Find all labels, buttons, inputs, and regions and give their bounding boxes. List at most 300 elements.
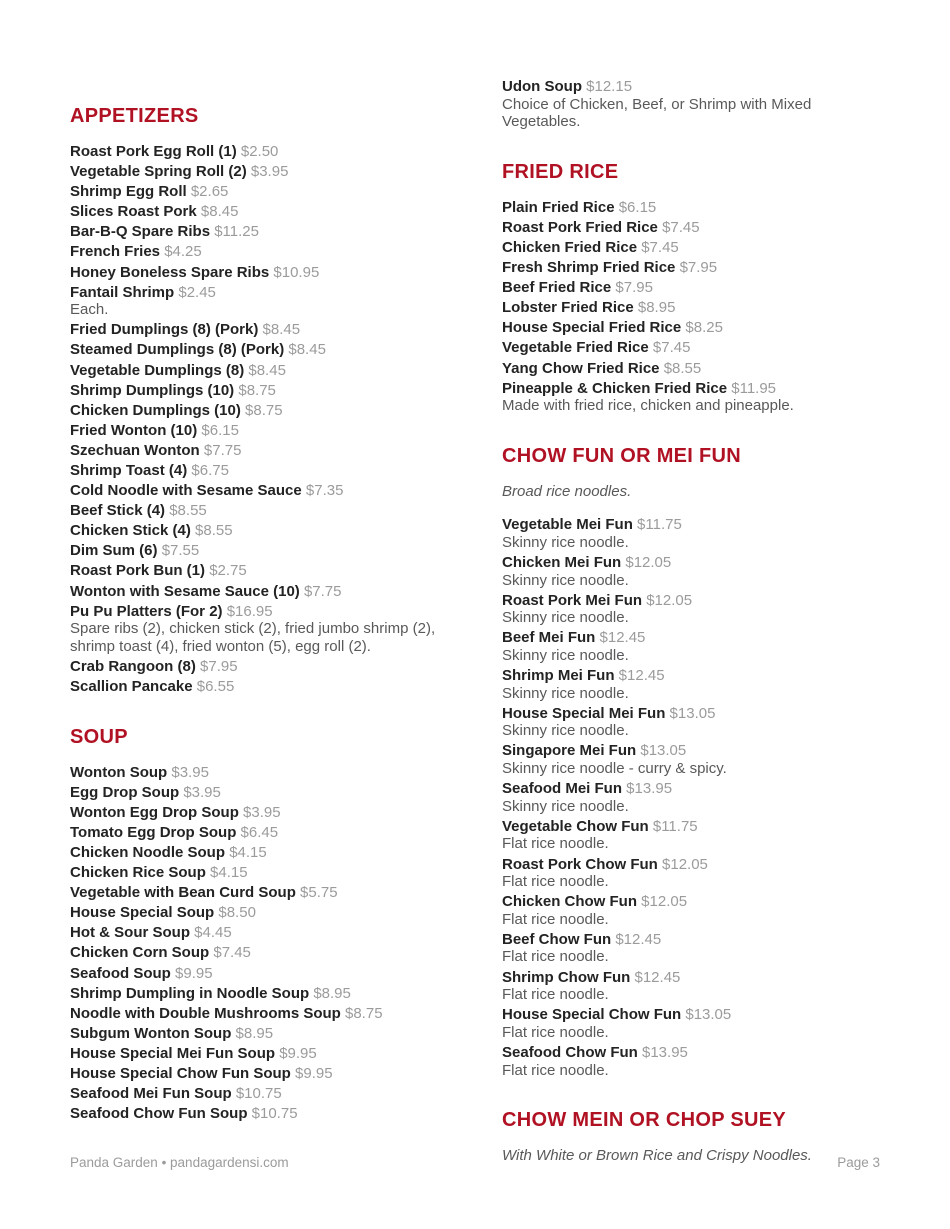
menu-item-line [70, 462, 482, 480]
item-description: Flat rice noodle. [502, 873, 609, 891]
menu-item-line [70, 522, 482, 540]
menu-item [502, 339, 880, 357]
menu-item-line [70, 678, 482, 696]
footer-site-text: Panda Garden • pandagardensi.com [70, 1155, 289, 1170]
item-description: Skinny rice noodle. [502, 646, 629, 664]
menu-item-line [502, 818, 880, 836]
item-price: $6.15 [201, 421, 239, 439]
item-name: Chicken Chow Fun [502, 893, 637, 911]
menu-item [70, 243, 482, 261]
item-name: Vegetable Spring Roll (2) [70, 163, 247, 181]
item-name: Vegetable with Bean Curd Soup [70, 884, 296, 902]
menu-item-line [502, 380, 880, 398]
menu-item [502, 199, 880, 217]
menu-item [502, 818, 880, 853]
menu-item-line [70, 264, 482, 282]
item-price: $12.45 [599, 629, 646, 647]
item-price: $8.75 [345, 1004, 383, 1022]
menu-section [502, 161, 880, 415]
section-note: Broad rice noodles. [502, 482, 632, 500]
item-name: Singapore Mei Fun [502, 742, 637, 760]
item-price: $11.95 [731, 379, 777, 397]
menu-column-right [502, 78, 880, 1181]
item-price: $9.95 [279, 1044, 317, 1062]
item-price: $12.05 [641, 893, 688, 911]
item-name: Noodle with Double Mushrooms Soup [70, 1004, 341, 1022]
item-name: Fried Wonton (10) [70, 421, 198, 439]
menu-section [70, 105, 482, 696]
item-name: Roast Pork Bun (1) [70, 562, 206, 580]
item-name: Chicken Noodle Soup [70, 844, 226, 861]
menu-item-line [70, 362, 482, 380]
menu-item [70, 678, 482, 696]
menu-item-line [70, 804, 482, 822]
item-description: Skinny rice noodle - curry & spicy. [502, 760, 727, 778]
item-description: Spare ribs (2), chicken stick (2), fried jumbo shrimp (2), shrimp toast (4), fried wonton (5), egg roll (2). [70, 620, 436, 655]
item-name: Shrimp Egg Roll [70, 183, 187, 201]
menu-item-line [70, 924, 482, 942]
menu-item [70, 163, 482, 181]
item-name: House Special Fried Rice [502, 319, 682, 337]
menu-item [502, 667, 880, 702]
item-price: $7.75 [203, 441, 242, 459]
item-price: $6.15 [618, 198, 657, 216]
item-price: $7.45 [652, 339, 691, 357]
menu-item-line [502, 742, 880, 760]
item-name: Tomato Egg Drop Soup [70, 823, 237, 841]
item-description: Skinny rice noodle. [502, 722, 629, 740]
menu-section [70, 726, 482, 1123]
item-price: $7.45 [662, 218, 700, 236]
item-name: Chicken Fried Rice [502, 238, 638, 256]
menu-item [70, 658, 482, 676]
item-name: Fantail Shrimp [70, 283, 175, 301]
item-name: Wonton Soup [70, 763, 168, 781]
item-name: Slices Roast Pork [70, 203, 197, 221]
menu-item [70, 402, 482, 420]
menu-item-line [502, 360, 880, 378]
item-name: Seafood Soup [70, 964, 171, 982]
item-description: Flat rice noodle. [502, 948, 609, 966]
menu-item-line [70, 864, 482, 882]
item-name: Chicken Stick (4) [70, 522, 191, 540]
item-price: $12.45 [618, 667, 665, 685]
item-name: Roast Pork Mei Fun [502, 591, 643, 609]
menu-item-line [70, 1065, 482, 1083]
item-description: Skinny rice noodle. [502, 609, 629, 627]
menu-item-line [70, 562, 482, 580]
item-description: Flat rice noodle. [502, 910, 609, 928]
item-price: $5.75 [300, 884, 338, 902]
item-name: Seafood Chow Fun [502, 1043, 638, 1061]
item-name: Bar-B-Q Spare Ribs [70, 223, 211, 241]
menu-item-line [70, 321, 482, 339]
item-description: Made with fried rice, chicken and pineapple. [502, 397, 794, 415]
menu-item [70, 804, 482, 822]
item-name: Beef Stick (4) [70, 502, 166, 520]
item-price: $8.45 [288, 341, 326, 359]
item-price: $8.95 [637, 299, 676, 317]
menu-item [70, 284, 482, 319]
menu-item [502, 259, 880, 277]
menu-item [70, 864, 482, 882]
menu-item [502, 380, 880, 415]
menu-item-line [502, 279, 880, 297]
item-price: $9.95 [295, 1065, 333, 1083]
item-price: $12.05 [625, 554, 672, 571]
menu-item-line [70, 442, 482, 460]
item-price: $8.45 [248, 361, 286, 379]
item-price: $4.45 [194, 924, 232, 942]
item-price: $7.45 [213, 944, 251, 962]
menu-item [70, 764, 482, 782]
menu-item [502, 629, 880, 664]
menu-item-line [502, 1006, 880, 1024]
menu-item [70, 824, 482, 842]
item-price: $7.55 [161, 542, 200, 560]
menu-item-line [502, 592, 880, 610]
menu-item [502, 516, 880, 551]
menu-item [70, 562, 482, 580]
item-price: $2.50 [240, 143, 279, 160]
menu-item [70, 462, 482, 480]
menu-item [70, 924, 482, 942]
menu-item-line [502, 259, 880, 277]
menu-item [502, 592, 880, 627]
item-description: Skinny rice noodle. [502, 571, 629, 589]
section-note: With White or Brown Rice and Crispy Noodles. [502, 1147, 812, 1165]
item-description: Skinny rice noodle. [502, 797, 629, 815]
item-name: Chicken Dumplings (10) [70, 401, 241, 419]
menu-item-line [502, 78, 880, 96]
page-footer [70, 1155, 880, 1170]
menu-item-line [502, 893, 880, 911]
item-price: $8.95 [313, 984, 351, 1002]
item-name: Chicken Mei Fun [502, 554, 622, 571]
item-name: Crab Rangoon (8) [70, 657, 196, 675]
menu-item [502, 780, 880, 815]
menu-item-line [502, 667, 880, 685]
menu-item [70, 542, 482, 560]
item-name: Seafood Mei Fun [502, 780, 622, 798]
item-price: $13.05 [640, 742, 687, 760]
menu-item-line [70, 1105, 482, 1123]
item-price: $2.75 [209, 562, 247, 580]
item-price: $12.15 [586, 78, 633, 95]
menu-item [70, 884, 482, 902]
menu-item-line [70, 583, 482, 601]
menu-item [502, 219, 880, 237]
item-name: Udon Soup [502, 78, 582, 95]
section-heading: FRIED RICE [502, 160, 619, 183]
item-name: Pu Pu Platters (For 2) [70, 602, 223, 620]
menu-item [502, 319, 880, 337]
menu-item [70, 583, 482, 601]
menu-item-line [70, 203, 482, 221]
menu-item-line [70, 1085, 482, 1103]
item-description: Skinny rice noodle. [502, 684, 629, 702]
menu-item-line [502, 856, 880, 874]
item-description: Flat rice noodle. [502, 986, 609, 1004]
section-heading: CHOW MEIN OR CHOP SUEY [502, 1109, 787, 1132]
item-price: $4.15 [210, 864, 248, 882]
item-name: Fresh Shrimp Fried Rice [502, 259, 676, 277]
item-price: $13.05 [685, 1006, 732, 1024]
menu-item [70, 502, 482, 520]
item-description: Flat rice noodle. [502, 835, 609, 853]
menu-item-line [70, 985, 482, 1003]
menu-item [70, 1085, 482, 1103]
menu-item [70, 362, 482, 380]
menu-section [502, 445, 880, 1079]
item-price: $8.95 [235, 1024, 274, 1042]
item-name: Cold Noodle with Sesame Sauce [70, 482, 302, 500]
item-name: Roast Pork Chow Fun [502, 855, 658, 873]
menu-item [502, 360, 880, 378]
menu-item-line [70, 658, 482, 676]
item-name: Egg Drop Soup [70, 783, 180, 801]
item-price: $12.45 [634, 968, 681, 986]
item-price: $11.75 [652, 817, 698, 835]
menu-item [502, 856, 880, 891]
menu-item-line [502, 339, 880, 357]
item-name: Roast Pork Fried Rice [502, 218, 658, 236]
item-price: $8.50 [218, 904, 256, 922]
item-name: Shrimp Mei Fun [502, 667, 615, 685]
item-price: $3.95 [243, 803, 281, 821]
menu-item [502, 1044, 880, 1079]
menu-item-line [70, 844, 482, 862]
menu-item-line [502, 299, 880, 317]
item-price: $8.55 [663, 359, 702, 377]
item-price: $13.05 [669, 704, 716, 722]
item-price: $13.95 [626, 780, 673, 798]
menu-item [502, 742, 880, 777]
menu-item [70, 321, 482, 339]
menu-item-line [502, 629, 880, 647]
item-name: Shrimp Dumplings (10) [70, 381, 235, 399]
menu-item [70, 1005, 482, 1023]
item-price: $13.95 [642, 1043, 688, 1061]
menu-item [70, 784, 482, 802]
menu-item [502, 893, 880, 928]
item-price: $7.75 [303, 582, 342, 600]
item-name: Pineapple & Chicken Fried Rice [502, 379, 728, 397]
item-name: Shrimp Dumpling in Noodle Soup [70, 984, 310, 1002]
menu-item-line [502, 516, 880, 534]
item-price: $8.75 [238, 381, 276, 399]
menu-item-line [70, 402, 482, 420]
item-price: $3.95 [183, 783, 221, 801]
item-price: $10.95 [273, 263, 320, 281]
menu-item-line [70, 764, 482, 782]
menu-item-line [70, 965, 482, 983]
item-price: $8.55 [195, 522, 233, 540]
item-description: Flat rice noodle. [502, 1023, 609, 1041]
menu-item-line [70, 784, 482, 802]
item-description: Choice of Chicken, Beef, or Shrimp with Mixed Vegetables. [502, 95, 812, 131]
item-price: $2.45 [178, 283, 216, 301]
menu-item [70, 223, 482, 241]
item-price: $11.75 [637, 516, 682, 534]
item-name: Seafood Chow Fun Soup [70, 1105, 248, 1123]
menu-item [70, 264, 482, 282]
menu-item [70, 442, 482, 460]
item-name: House Special Mei Fun [502, 704, 666, 722]
item-name: Vegetable Fried Rice [502, 339, 649, 357]
item-price: $8.45 [262, 321, 301, 339]
item-name: Shrimp Toast (4) [70, 462, 188, 479]
item-name: Szechuan Wonton [70, 441, 200, 459]
item-price: $10.75 [235, 1085, 282, 1103]
item-name: Chicken Corn Soup [70, 944, 210, 962]
menu-item [502, 554, 880, 589]
menu-item [502, 299, 880, 317]
section-heading: APPETIZERS [70, 105, 199, 127]
menu-item [70, 844, 482, 862]
menu-item [70, 1045, 482, 1063]
menu-item-line [70, 603, 482, 621]
item-name: Subgum Wonton Soup [70, 1024, 232, 1042]
section-heading: CHOW FUN OR MEI FUN [502, 444, 742, 467]
item-price: $8.55 [169, 502, 207, 520]
item-price: $3.95 [171, 763, 209, 781]
item-price: $7.95 [200, 657, 238, 675]
menu-item-line [502, 705, 880, 723]
item-name: Scallion Pancake [70, 678, 193, 696]
menu-item-line [502, 931, 880, 949]
menu-item-line [70, 502, 482, 520]
menu-item [70, 482, 482, 500]
menu-item [70, 985, 482, 1003]
item-name: Beef Mei Fun [502, 629, 596, 647]
menu-item [70, 1105, 482, 1123]
item-name: Vegetable Chow Fun [502, 817, 649, 835]
menu-item-line [70, 284, 482, 302]
item-price: $3.95 [250, 163, 289, 181]
menu-item-line [70, 482, 482, 500]
item-price: $7.95 [679, 259, 718, 277]
item-name: Plain Fried Rice [502, 198, 615, 216]
menu-item-line [70, 163, 482, 181]
menu-item-line [70, 944, 482, 962]
menu-section [502, 78, 880, 131]
item-price: $7.45 [641, 238, 679, 256]
item-name: Vegetable Dumplings (8) [70, 361, 245, 379]
menu-item [502, 931, 880, 966]
item-price: $6.55 [196, 678, 235, 696]
item-price: $10.75 [251, 1105, 298, 1123]
item-price: $16.95 [226, 602, 273, 620]
item-description: Skinny rice noodle. [502, 533, 629, 551]
menu-item [70, 203, 482, 221]
menu-item-line [502, 780, 880, 798]
menu-item-line [502, 239, 880, 257]
item-price: $7.95 [615, 279, 653, 297]
item-price: $7.35 [305, 482, 344, 500]
item-price: $12.05 [646, 591, 693, 609]
item-name: Shrimp Chow Fun [502, 968, 631, 986]
item-name: Dim Sum (6) [70, 542, 158, 560]
item-description: Flat rice noodle. [502, 1061, 609, 1079]
menu-item-line [70, 1025, 482, 1043]
item-price: $12.05 [662, 855, 708, 873]
menu-item-line [70, 382, 482, 400]
menu-item-line [502, 199, 880, 217]
item-name: Hot & Sour Soup [70, 924, 190, 942]
item-name: French Fries [70, 243, 161, 261]
item-price: $9.95 [175, 964, 213, 982]
menu-item-line [70, 1045, 482, 1063]
item-name: House Special Chow Fun Soup [70, 1065, 291, 1083]
menu-item [502, 705, 880, 740]
menu-item-line [502, 219, 880, 237]
menu-item-line [70, 243, 482, 261]
item-name: Yang Chow Fried Rice [502, 359, 660, 377]
item-name: Lobster Fried Rice [502, 299, 634, 317]
item-price: $6.75 [191, 462, 229, 479]
menu-item-line [70, 884, 482, 902]
item-name: House Special Mei Fun Soup [70, 1044, 276, 1062]
item-price: $8.25 [685, 319, 723, 337]
item-price: $6.45 [240, 823, 279, 841]
item-name: Wonton with Sesame Sauce (10) [70, 582, 300, 600]
menu-item-line [502, 554, 880, 572]
item-price: $4.15 [229, 844, 267, 861]
menu-item-line [70, 143, 482, 161]
menu-item [70, 183, 482, 201]
menu-item [502, 279, 880, 297]
menu-item [70, 143, 482, 161]
menu-item [502, 969, 880, 1004]
menu-item [70, 1065, 482, 1083]
menu-item-line [70, 1005, 482, 1023]
item-price: $2.65 [190, 183, 229, 201]
menu-item-line [502, 1044, 880, 1062]
item-name: Beef Chow Fun [502, 930, 612, 948]
item-name: House Special Chow Fun [502, 1006, 682, 1024]
section-heading: SOUP [70, 725, 128, 748]
menu-item-line [502, 969, 880, 987]
item-name: Wonton Egg Drop Soup [70, 803, 239, 821]
menu-item [70, 603, 482, 656]
menu-item [70, 422, 482, 440]
item-price: $12.45 [615, 930, 662, 948]
menu-item [70, 522, 482, 540]
menu-item [502, 78, 880, 131]
item-description: Each. [70, 301, 109, 319]
item-name: Fried Dumplings (8) (Pork) [70, 321, 259, 339]
menu-column-left [70, 78, 482, 1181]
menu-item-line [70, 542, 482, 560]
menu-item [70, 341, 482, 359]
menu-item-line [70, 422, 482, 440]
item-name: Vegetable Mei Fun [502, 516, 633, 534]
item-name: Honey Boneless Spare Ribs [70, 263, 270, 281]
menu-item-line [70, 904, 482, 922]
menu-item [502, 239, 880, 257]
menu-item [70, 944, 482, 962]
menu-item [70, 904, 482, 922]
item-name: Chicken Rice Soup [70, 864, 206, 882]
item-price: $11.25 [214, 223, 259, 241]
item-price: $8.45 [200, 203, 239, 221]
menu-item-line [70, 223, 482, 241]
menu-item [70, 1025, 482, 1043]
menu-item [70, 965, 482, 983]
item-name: House Special Soup [70, 904, 215, 922]
footer-page-number: Page 3 [837, 1155, 880, 1170]
